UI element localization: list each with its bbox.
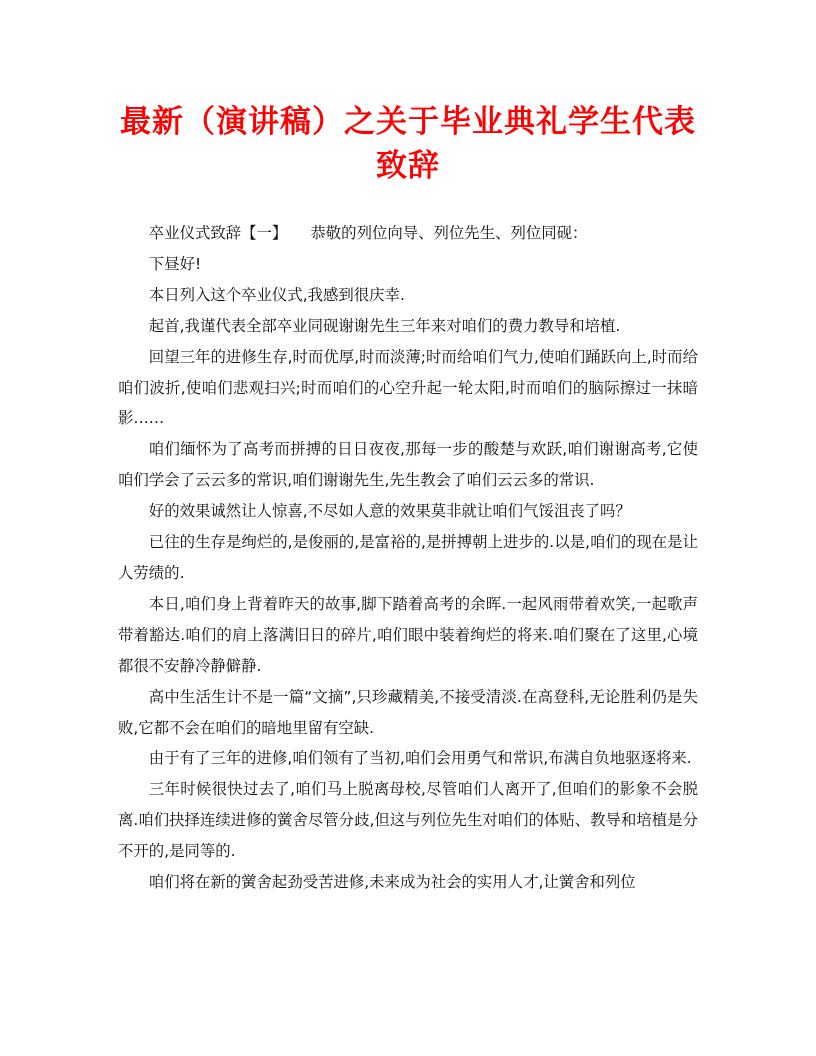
- document-body: [118, 218, 698, 898]
- paragraph: 下昼好!: [148, 254, 202, 273]
- paragraph: 由于有了三年的进修,咱们领有了当初,咱们会用勇气和常识,布满自负地驱逐将来.: [148, 749, 692, 768]
- paragraph: 回望三年的进修生存,时而优厚,时而淡薄;时而给咱们气力,使咱们踊跃向上,时而给咱们波折,使咱们悲观扫兴;时而咱们的心空升起一轮太阳,时而咱们的脑际擦过一抹暗影……: [118, 347, 698, 428]
- paragraph: 好的效果诚然让人惊喜,不尽如人意的效果莫非就让咱们气馁沮丧了吗？: [148, 502, 631, 521]
- paragraph: 本日列入这个卒业仪式,我感到很庆幸.: [148, 285, 405, 304]
- paragraph: 三年时候很快过去了,咱们马上脱离母校,尽管咱们人离开了,但咱们的影象不会脱离.咱们抉择连续进修的黉舍尽管分歧,但这与列位先生对咱们的体贴、教导和培植是分不开的,是同等的.: [118, 780, 698, 861]
- paragraph: 咱们将在新的黉舍起劲受苦进修,未来成为社会的实用人才,让黉舍和列位: [148, 873, 636, 892]
- paragraph: 卒业仪式致辞【一】 恭敬的列位向导、列位先生、列位同砚：: [148, 224, 588, 242]
- paragraph: 本日,咱们身上背着昨天的故事,脚下踏着高考的余晖.一起风雨带着欢笑,一起歌声带着豁达.咱们的肩上落满旧日的碎片,咱们眼中装着绚烂的将来.咱们聚在了这里,心境都很不安静冷静僻静.: [118, 594, 698, 675]
- paragraph: 咱们缅怀为了高考而拼搏的日日夜夜,那每一步的酸楚与欢跃,咱们谢谢高考,它使咱们学会了云云多的常识,咱们谢谢先生,先生教会了咱们云云多的常识.: [118, 440, 698, 490]
- paragraph: 起首,我谨代表全部卒业同砚谢谢先生三年来对咱们的费力教导和培植.: [148, 316, 621, 335]
- document-title: 最新（演讲稿）之关于毕业典礼学生代表致辞: [120, 104, 696, 184]
- paragraph: 已往的生存是绚烂的,是俊丽的,是富裕的,是拼搏朝上进步的.以是,咱们的现在是让人劳绩的.: [118, 533, 698, 582]
- paragraph: 高中生活生计不是一篇“文摘”,只珍藏精美,不接受清淡.在高登科,无论胜利仍是失败,它都不会在咱们的暗地里留有空缺.: [118, 687, 698, 737]
